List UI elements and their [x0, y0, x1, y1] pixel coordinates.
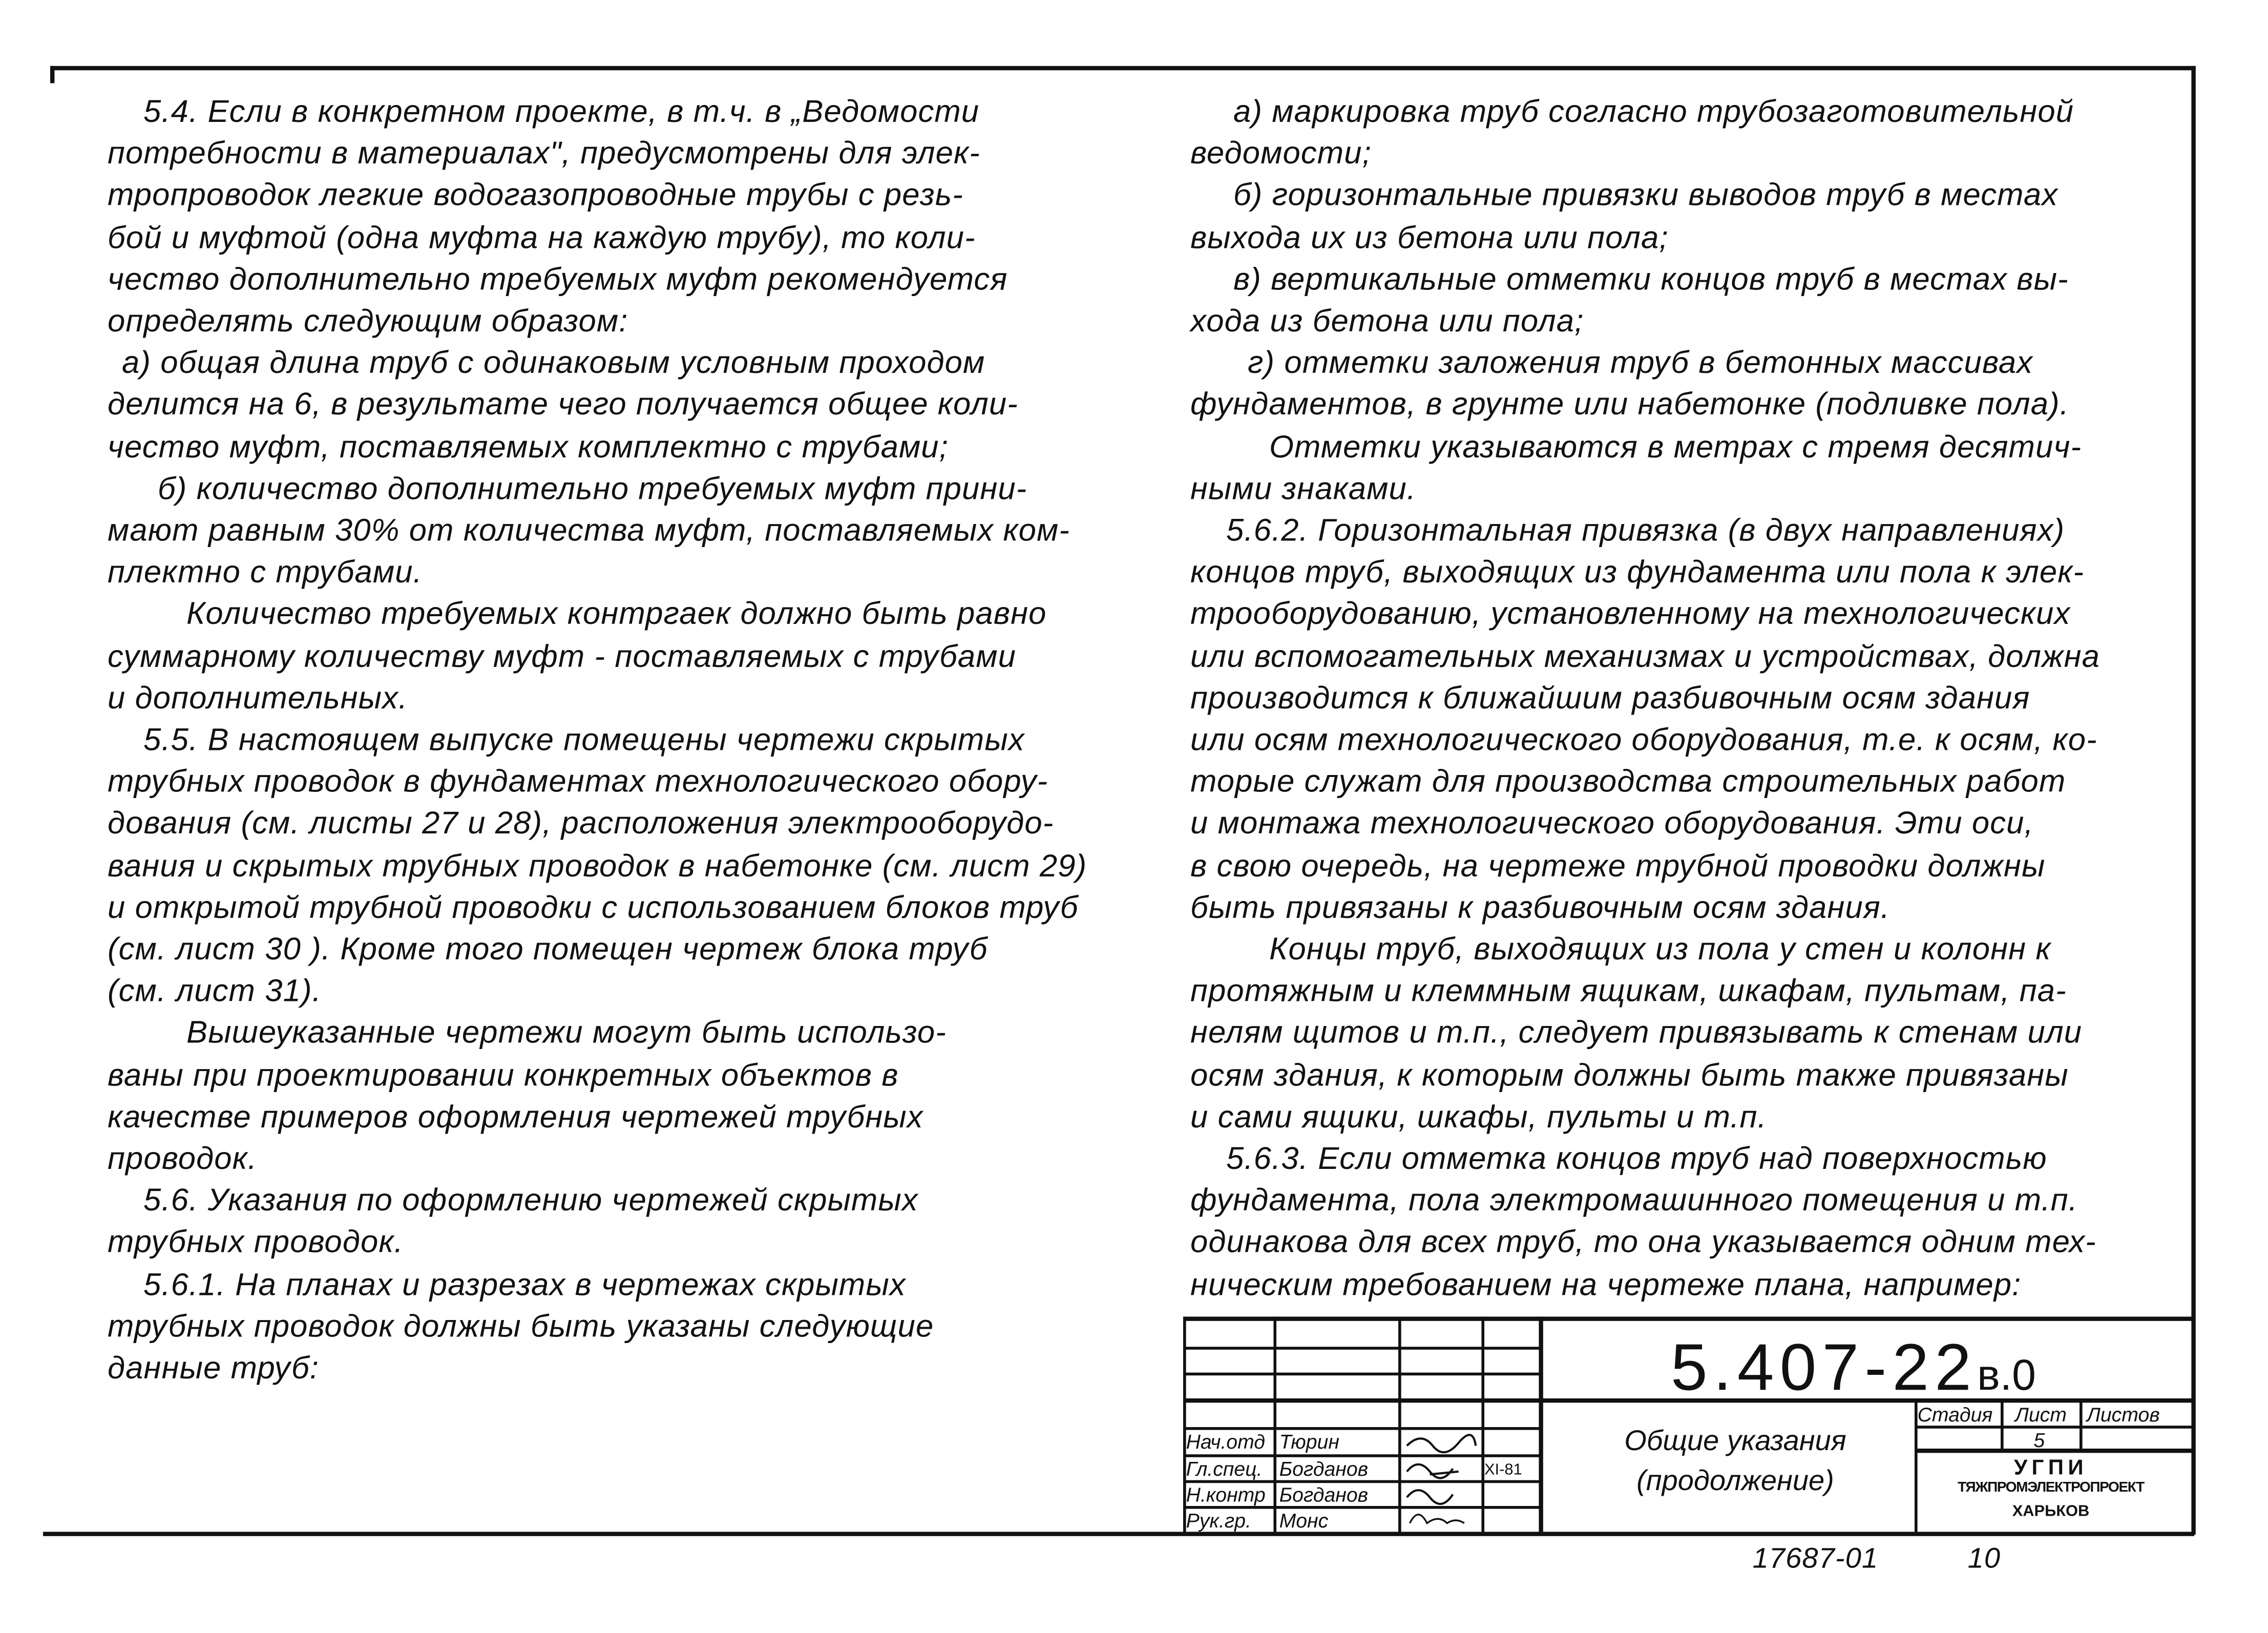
signer-role: Нач.отд [1186, 1430, 1265, 1453]
tb-rule [1183, 1373, 1542, 1376]
left-text-line: (см. лист 30 ). Кроме того помещен чертеж блока труб [108, 931, 988, 967]
stage-label: Стадия [1917, 1402, 1993, 1426]
left-text-line: мают равным 30% от количества муфт, поставляемых ком- [108, 512, 1070, 548]
tb-top-rule [1183, 1316, 2194, 1321]
left-text-line: качестве примеров оформления чертежей трубных [108, 1098, 923, 1135]
right-text-line: торые служат для производства строительных работ [1190, 763, 2066, 800]
right-text-line: осям здания, к которым должны быть также привязаны [1190, 1056, 2069, 1093]
left-text-line: 5.4. Если в конкретном проекте, в т.ч. в „Ведомости [143, 93, 980, 129]
right-text-line: в свою очередь, на чертеже трубной проводки должны [1190, 847, 2046, 883]
org-city: ХАРЬКОВ [2012, 1503, 2090, 1520]
left-text-line: плектно с трубами. [108, 554, 423, 590]
right-text-line: ническим требованием на чертеже плана, например: [1190, 1266, 2022, 1302]
right-text-line: быть привязаны к разбивочным осям здания. [1190, 889, 1891, 925]
page-number: 10 [1967, 1543, 2001, 1575]
right-text-line: ведомости; [1190, 135, 1372, 171]
right-text-line: фундаментов, в грунте или набетонке (подливке пола). [1190, 386, 2070, 423]
left-text-line: делится на 6, в результате чего получается общее коли- [108, 386, 1018, 423]
left-text-line: трубных проводок в фундаментах технологического обору- [108, 763, 1048, 800]
right-text-line: и монтажа технологического оборудования. Эти оси, [1190, 805, 2034, 841]
left-text-line: (см. лист 31). [108, 972, 322, 1009]
right-text-line: фундамента, пола электромашинного помещения и т.п. [1190, 1182, 2078, 1218]
document-code [1671, 1328, 2036, 1406]
left-text-line: дования (см. листы 27 и 28), расположения электрооборудо- [108, 805, 1054, 841]
right-text-line: и сами ящики, шкафы, пульты и т.п. [1190, 1098, 1767, 1135]
inventory-number: 17687-01 [1752, 1543, 1879, 1575]
left-text-line: 5.5. В настоящем выпуске помещены чертежи скрытых [143, 721, 1025, 758]
tb-rule [1915, 1449, 2194, 1453]
code-number: 5.407-22 [1671, 1329, 1978, 1405]
frame-top [50, 66, 2196, 70]
left-text-line: 5.6. Указания по оформлению чертежей скрытых [143, 1182, 918, 1218]
left-text-line: и открытой трубной проводки с использованием блоков труб [108, 889, 1079, 925]
left-text-line: ваны при проектировании конкретных объектов в [108, 1056, 899, 1093]
left-text-line: Вышеуказанные чертежи могут быть использо- [186, 1014, 947, 1051]
right-text-line: Концы труб, выходящих из пола у стен и колонн к [1269, 931, 2051, 967]
left-text-line: 5.6.1. На планах и разрезах в чертежах скрытых [143, 1266, 906, 1302]
right-text-line: одинакова для всех труб, то она указывается одним тех- [1190, 1224, 2096, 1260]
code-suffix: в.0 [1977, 1352, 2036, 1400]
right-text-line: концов труб, выходящих из фундамента или пола к элек- [1190, 554, 2085, 590]
right-text-line: трооборудованию, установленному на технологических [1190, 596, 2071, 632]
sheet-title: Общие указания [1624, 1426, 1846, 1457]
signatures [1401, 1429, 1482, 1532]
signer-role: Рук.гр. [1186, 1509, 1251, 1532]
right-text-line: нелям щитов и т.п., следует привязывать к стенам или [1190, 1014, 2083, 1051]
left-text-line: данные труб: [108, 1349, 319, 1386]
right-text-line: хода из бетона или пола; [1190, 302, 1584, 339]
date: XI-81 [1484, 1461, 1522, 1479]
right-text-line: или вспомогательных механизмах и устройствах, должна [1190, 637, 2101, 674]
signer-role: Н.контр [1186, 1483, 1266, 1506]
org-abbrev: УГПИ [2014, 1456, 2088, 1480]
right-text-line: 5.6.3. Если отметка концов труб над поверхностью [1226, 1140, 2047, 1176]
left-text-line: трубных проводок должны быть указаны следующие [108, 1308, 934, 1344]
frame-left-tick [50, 66, 54, 83]
sheet-number: 5 [2033, 1428, 2045, 1452]
left-text-line: проводок. [108, 1140, 258, 1176]
sheet-subtitle: (продолжение) [1636, 1465, 1834, 1498]
org-name: ТЯЖПРОМЭЛЕКТРОПРОЕКТ [1958, 1480, 2144, 1496]
tb-rule [1915, 1426, 2194, 1429]
right-text-line: ными знаками. [1190, 470, 1417, 506]
left-text-line: определять следующим образом: [108, 302, 628, 339]
left-text-line: чество дополнительно требуемых муфт рекомендуется [108, 261, 1008, 297]
right-text-line: Отметки указываются в метрах с тремя десятич- [1269, 428, 2082, 465]
right-text-line: б) горизонтальные привязки выводов труб в местах [1233, 177, 2059, 213]
right-text-line: г) отметки заложения труб в бетонных массивах [1248, 344, 2033, 381]
signer-name: Богданов [1279, 1483, 1369, 1506]
sheet-label: Лист [2015, 1402, 2067, 1426]
signer-name: Монс [1279, 1509, 1329, 1532]
left-text-line: чество муфт, поставляемых комплектно с трубами; [108, 428, 949, 465]
sheets-label: Листов [2087, 1402, 2160, 1426]
tb-rule [1183, 1347, 1542, 1350]
right-text-line: 5.6.2. Горизонтальная привязка (в двух направлениях) [1226, 512, 2065, 548]
tb-rule [2080, 1398, 2083, 1450]
tb-rule [2001, 1398, 2004, 1450]
left-text-line: вания и скрытых трубных проводок в набетонке (см. лист 29) [108, 847, 1087, 883]
right-text-line: протяжным и клеммным ящикам, шкафам, пультам, па- [1190, 972, 2067, 1009]
right-text-line: в) вертикальные отметки концов труб в местах вы- [1233, 261, 2069, 297]
left-text-line: трубных проводок. [108, 1224, 404, 1260]
left-text-line: тропроводок легкие водогазопроводные трубы с резь- [108, 177, 963, 213]
signer-role: Гл.спец. [1186, 1457, 1263, 1480]
frame-bottom [43, 1532, 2194, 1536]
left-text-line: потребности в материалах", предусмотрены для элек- [108, 135, 980, 171]
left-text-line: суммарному количеству муфт - поставляемых с трубами [108, 637, 1017, 674]
left-text-line: Количество требуемых контргаек должно быть равно [186, 596, 1047, 632]
right-text-line: или осям технологического оборудования, т.е. к осям, ко- [1190, 721, 2097, 758]
frame-right [2191, 66, 2195, 1535]
signer-name: Богданов [1279, 1457, 1369, 1480]
left-text-line: и дополнительных. [108, 679, 408, 716]
left-text-line: а) общая длина труб с одинаковым условным проходом [122, 344, 985, 381]
right-text-line: а) маркировка труб согласно трубозаготовительной [1233, 93, 2074, 129]
right-text-line: выхода их из бетона или пола; [1190, 219, 1669, 255]
left-text-line: б) количество дополнительно требуемых муфт прини- [158, 470, 1027, 506]
right-text-line: производится к ближайшим разбивочным осям здания [1190, 679, 2030, 716]
signer-name: Тюрин [1279, 1430, 1339, 1453]
left-text-line: бой и муфтой (одна муфта на каждую трубу), то коли- [108, 219, 976, 255]
